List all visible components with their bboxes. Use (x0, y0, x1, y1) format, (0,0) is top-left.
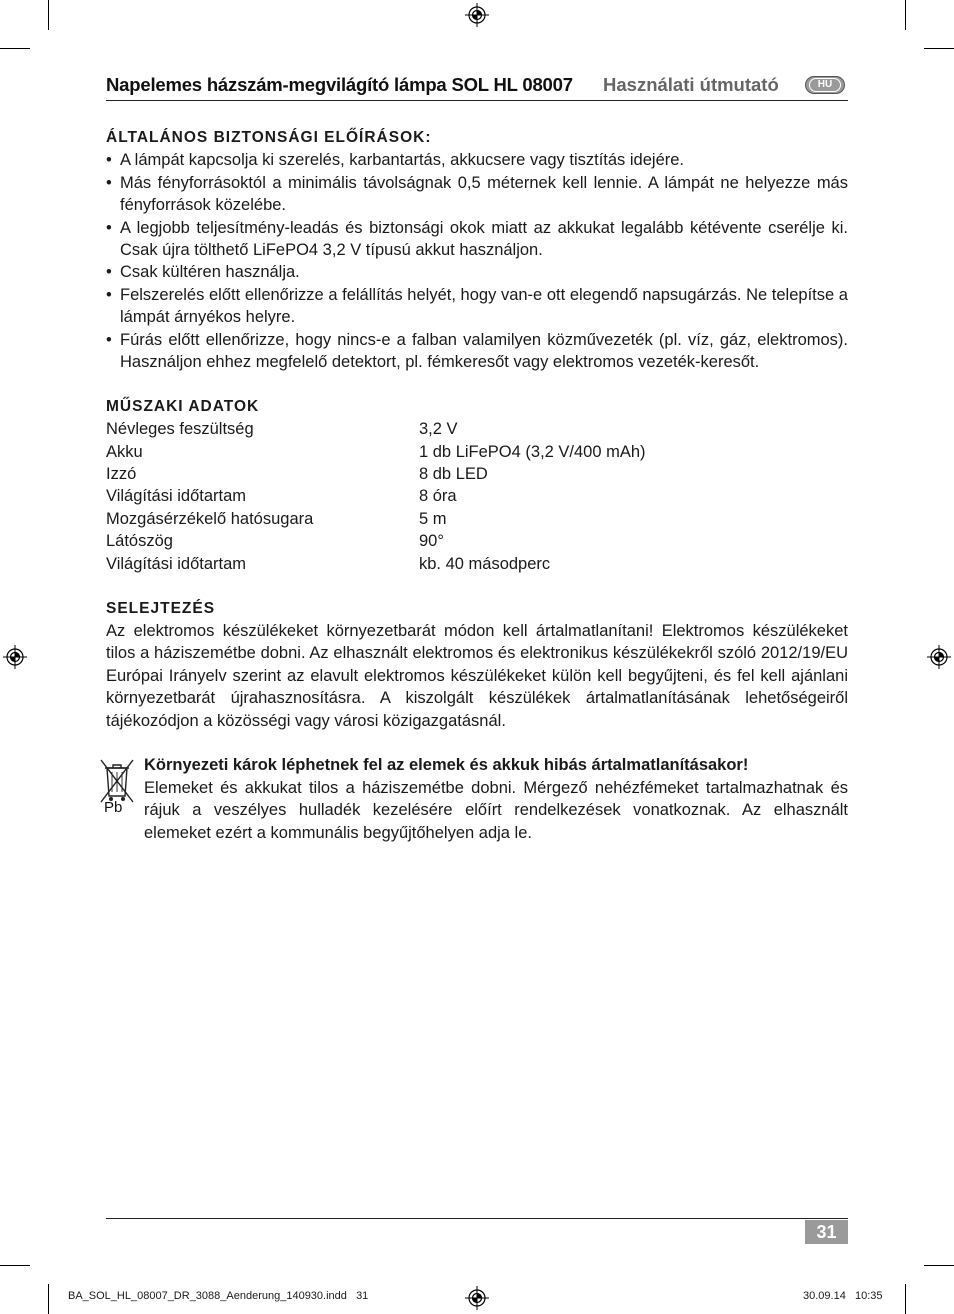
table-row (106, 418, 848, 440)
footer-divider (106, 1218, 848, 1219)
header-divider (106, 100, 848, 101)
crop-mark (0, 1265, 30, 1266)
table-row (106, 463, 848, 485)
crop-mark (924, 1265, 954, 1266)
crop-mark (0, 48, 30, 49)
specs-heading: MŰSZAKI ADATOK (106, 397, 260, 415)
spec-label: Látószög (106, 532, 173, 551)
language-badge-label: HU (809, 78, 841, 92)
spec-value: 1 db LiFePO4 (3,2 V/400 mAh) (419, 442, 646, 461)
registration-mark-icon (465, 1286, 489, 1310)
list-item: • A lámpát kapcsolja ki szerelés, karbantartás, akkucsere vagy tisztítás idejére. (106, 149, 848, 171)
main-content (106, 127, 848, 844)
disposal-heading: SELEJTEZÉS (106, 599, 216, 617)
battery-warning-text: Elemeket és akkukat tilos a háziszemétbe dobni. Mérgező nehézfémeket tartalmazhatnak és rájuk a veszélyes hulladék kezelésére előírt rendelkezések vonatkoznak. Az elhasznált elemeket ezért a kommunális begyűjtőhelyen adja le. (144, 778, 848, 842)
registration-mark-icon (927, 645, 951, 669)
spec-value: 8 óra (419, 487, 457, 506)
list-item: • Csak kültéren használja. (106, 261, 848, 283)
table-row (106, 441, 848, 463)
table-row (106, 530, 848, 552)
crop-mark (905, 1284, 906, 1314)
crop-mark (905, 0, 906, 30)
disposal-text: Az elektromos készülékeket környezetbarát módon kell ártalmatlanítani! Elektromos készülékeket tilos a háziszemétbe dobni. Az elhasznált elektromos és elektronikus készülékekről szóló 2012/19/EU Európai Irányelv szerint az elavult elektromos készülékeket külön kell begyűjteni, és fel kell ajánlani környezetbarát újrahasznosításra. A kiszolgált készülékek ártalmatlanításának lehetőségeiről tájékozódjon a közösségi vagy városi közigazgatásnál. (106, 621, 848, 730)
language-badge (805, 76, 845, 94)
crossed-bin-icon (98, 756, 138, 814)
spec-label: Akku (106, 442, 143, 461)
list-item: • Fúrás előtt ellenőrizze, hogy nincs-e a falban valamilyen közművezeték (pl. víz, gáz, elektromos). Használjon ehhez megfelelő detektort, pl. fémkeresőt vagy elektromos vezeték-keresőt. (106, 329, 848, 374)
list-item: • A legjobb teljesítmény-leadás és biztonsági okok miatt az akkukat legalább kétévente cserélje ki. Csak újra tölthető LiFePO4 3,2 V típusú akkut használjon. (106, 217, 848, 262)
imprint-filename: BA_SOL_HL_08007_DR_3088_Aenderung_140930.indd 31 (68, 1290, 369, 1302)
safety-list (106, 149, 848, 373)
spec-label: Mozgásérzékelő hatósugara (106, 509, 314, 528)
table-row (106, 553, 848, 575)
spec-label: Világítási időtartam (106, 554, 247, 573)
registration-mark-icon (3, 645, 27, 669)
crop-mark (48, 1284, 49, 1314)
battery-warning-title: Környezeti károk léphetnek fel az elemek és akkuk hibás ártalmatlanításakor! (144, 756, 749, 775)
page-title: Napelemes házszám-megvilágító lámpa SOL HL 08007 (106, 74, 573, 95)
page-subtitle: Használati útmutató (603, 74, 779, 95)
pb-label: Pb (104, 799, 123, 815)
safety-heading: ÁLTALÁNOS BIZTONSÁGI ELŐÍRÁSOK: (106, 129, 432, 146)
list-item: • Felszerelés előtt ellenőrizze a felállítás helyét, hogy van-e ott elegendő napsugárzás. Ne telepítse a lámpát árnyékos helyre. (106, 284, 848, 329)
specs-table (106, 418, 848, 575)
crop-mark (48, 0, 49, 30)
page-number: 31 (805, 1220, 848, 1244)
spec-value: 3,2 V (419, 420, 458, 439)
spec-label: Világítási időtartam (106, 487, 247, 506)
spec-value: 8 db LED (419, 465, 488, 484)
table-row (106, 508, 848, 530)
spec-value: kb. 40 másodperc (419, 554, 551, 573)
crop-mark (924, 48, 954, 49)
spec-value: 5 m (419, 509, 447, 528)
spec-label: Névleges feszültség (106, 420, 254, 439)
imprint-date: 30.09.14 10:35 (803, 1290, 883, 1302)
list-item: • Más fényforrásoktól a minimális távolságnak 0,5 méternek kell lennie. A lámpát ne helyezze más fényforrások közelébe. (106, 172, 848, 217)
spec-label: Izzó (106, 465, 137, 484)
battery-warning (106, 754, 848, 844)
table-row (106, 485, 848, 507)
registration-mark-icon (465, 3, 489, 27)
spec-value: 90° (419, 532, 444, 551)
